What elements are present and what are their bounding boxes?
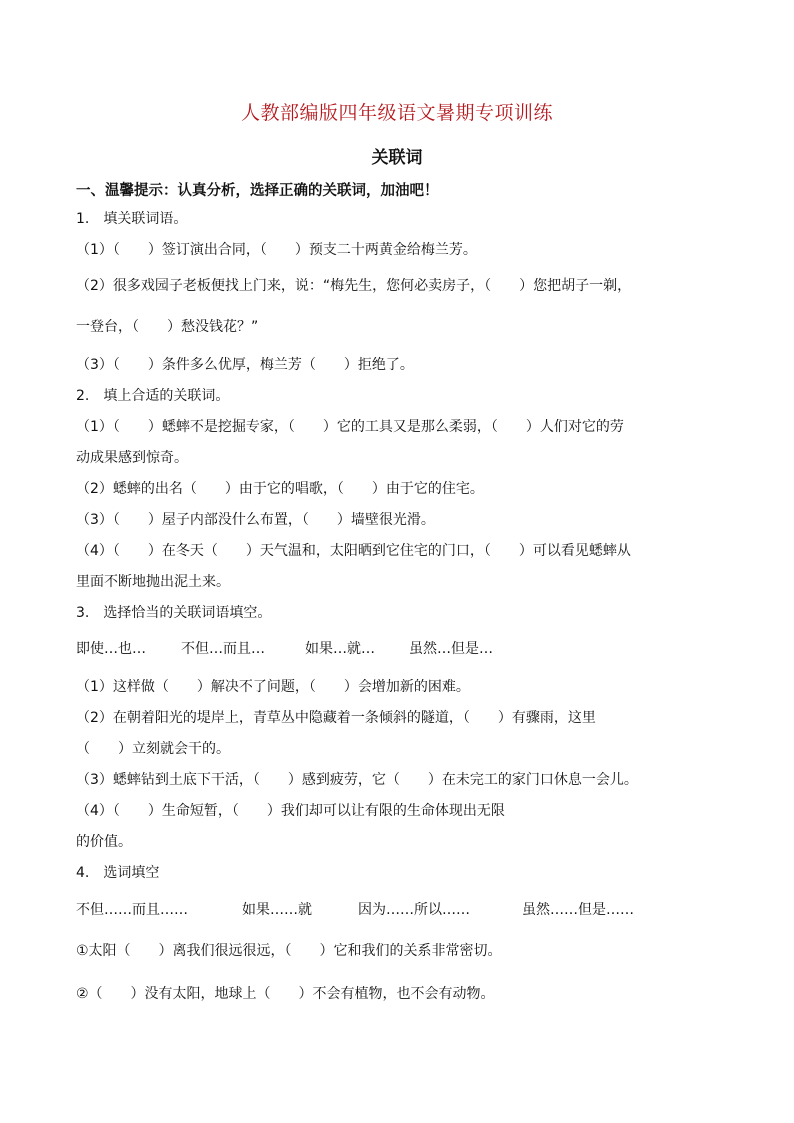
q3-item-2: （2）在朝着阳光的堤岸上，青草丛中隐藏着一条倾斜的隧道，（ ）有骤雨，这里 <box>76 710 596 726</box>
q3-option: 即使…也… <box>76 641 146 657</box>
q4-option: 虽然……但是…… <box>522 902 634 918</box>
q4-item-1: ①太阳（ ）离我们很远很远，（ ）它和我们的关系非常密切。 <box>76 943 502 959</box>
q3-item-2-cont: （ ）立刻就会干的。 <box>76 741 230 757</box>
q3-word-options <box>76 640 721 658</box>
q2-item-4: （4）（ ）在冬天（ ）天气温和，太阳晒到它住宅的门口，（ ）可以看见蟋蟀从 <box>76 543 631 559</box>
document-subtitle: 关联词 <box>371 148 423 168</box>
document-title: 人教部编版四年级语文暑期专项训练 <box>240 102 553 124</box>
q4-option: 因为……所以…… <box>358 902 470 918</box>
q2-item-1: （1）（ ）蟋蟀不是挖掘专家，（ ）它的工具又是那么柔弱，（ ）人们对它的劳 <box>76 419 624 435</box>
q4-item-2: ②（ ）没有太阳，地球上（ ）不会有植物，也不会有动物。 <box>76 986 495 1002</box>
question-3-heading: 3. 选择恰当的关联词语填空。 <box>76 605 272 621</box>
q3-item-1: （1）这样做（ ）解决不了问题，（ ）会增加新的困难。 <box>76 679 470 695</box>
question-4-heading: 4. 选词填空 <box>76 865 160 881</box>
q3-option: 不但…而且… <box>181 641 265 657</box>
q1-item-2-cont: 一登台，（ ）愁没钱花？” <box>76 319 259 335</box>
question-2-heading: 2. 填上合适的关联词。 <box>76 388 230 404</box>
question-1-heading: 1. 填关联词语。 <box>76 211 188 227</box>
q2-item-2: （2）蟋蟀的出名（ ）由于它的唱歌，（ ）由于它的住宅。 <box>76 481 484 497</box>
q4-word-options <box>76 901 721 919</box>
q2-item-4-cont: 里面不断地抛出泥土来。 <box>76 574 230 590</box>
q3-option: 如果…就… <box>305 641 375 657</box>
q4-option: 如果……就 <box>242 902 312 918</box>
q3-item-4: （4）（ ）生命短暂，（ ）我们却可以让有限的生命体现出无限 <box>76 803 505 819</box>
q2-item-1-cont: 动成果感到惊奇。 <box>76 450 188 466</box>
q1-item-3: （3）（ ）条件多么优厚，梅兰芳（ ）拒绝了。 <box>76 357 414 373</box>
q3-item-3: （3）蟋蟀钻到土底下干活，（ ）感到疲劳，它（ ）在未完工的家门口休息一会儿。 <box>76 772 638 788</box>
q1-item-2: （2）很多戏园子老板便找上门来，说：“梅先生，您何必卖房子，（ ）您把胡子一剃， <box>76 278 632 294</box>
q4-option: 不但……而且…… <box>76 902 188 918</box>
q3-option: 虽然…但是… <box>409 641 493 657</box>
q2-item-3: （3）（ ）屋子内部没什么布置，（ ）墙壁很光滑。 <box>76 512 435 528</box>
section-heading: 一、温馨提示：认真分析，选择正确的关联词，加油吧！ <box>76 183 439 199</box>
q1-item-1: （1）（ ）签订演出合同，（ ）预支二十两黄金给梅兰芳。 <box>76 242 477 258</box>
q3-item-4-cont: 的价值。 <box>76 834 132 850</box>
